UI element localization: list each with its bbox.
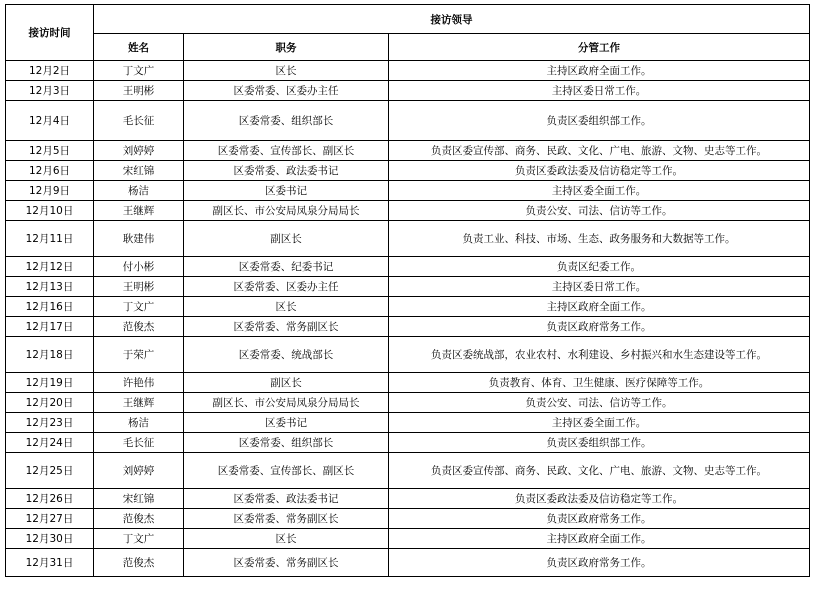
cell-position: 区委常委、政法委书记 [184, 161, 389, 181]
cell-position: 区委常委、组织部长 [184, 101, 389, 141]
cell-date: 12月16日 [6, 297, 94, 317]
cell-date: 12月2日 [6, 61, 94, 81]
cell-name: 范俊杰 [94, 317, 184, 337]
table-row [6, 257, 810, 277]
cell-duty: 负责区政府常务工作。 [389, 549, 810, 577]
cell-position: 区委常委、纪委书记 [184, 257, 389, 277]
table-row [6, 509, 810, 529]
reception-schedule-table [5, 4, 810, 577]
cell-date: 12月23日 [6, 413, 94, 433]
cell-name: 丁文广 [94, 297, 184, 317]
cell-position: 区委常委、统战部长 [184, 337, 389, 373]
col-header-time: 接访时间 [6, 5, 94, 61]
cell-date: 12月11日 [6, 221, 94, 257]
cell-name: 王继辉 [94, 201, 184, 221]
cell-position: 副区长 [184, 373, 389, 393]
cell-date: 12月27日 [6, 509, 94, 529]
cell-name: 毛长征 [94, 433, 184, 453]
cell-duty: 主持区政府全面工作。 [389, 529, 810, 549]
cell-date: 12月20日 [6, 393, 94, 413]
cell-date: 12月18日 [6, 337, 94, 373]
table-row [6, 337, 810, 373]
table-row [6, 413, 810, 433]
cell-duty: 主持区委日常工作。 [389, 81, 810, 101]
cell-duty: 负责区委组织部工作。 [389, 101, 810, 141]
cell-duty: 负责区纪委工作。 [389, 257, 810, 277]
cell-duty: 负责教育、体育、卫生健康、医疗保障等工作。 [389, 373, 810, 393]
cell-date: 12月30日 [6, 529, 94, 549]
cell-name: 丁文广 [94, 529, 184, 549]
header-row-sub [6, 34, 810, 61]
table-row [6, 317, 810, 337]
cell-date: 12月4日 [6, 101, 94, 141]
table-row [6, 529, 810, 549]
table-row [6, 489, 810, 509]
cell-duty: 负责区委政法委及信访稳定等工作。 [389, 161, 810, 181]
cell-date: 12月24日 [6, 433, 94, 453]
table-row [6, 161, 810, 181]
col-header-position: 职务 [184, 34, 389, 61]
table-row [6, 297, 810, 317]
cell-name: 丁文广 [94, 61, 184, 81]
col-header-name: 姓名 [94, 34, 184, 61]
cell-date: 12月17日 [6, 317, 94, 337]
cell-position: 区长 [184, 529, 389, 549]
table-row [6, 373, 810, 393]
cell-duty: 负责区委组织部工作。 [389, 433, 810, 453]
cell-name: 王明彬 [94, 81, 184, 101]
cell-duty: 主持区政府全面工作。 [389, 297, 810, 317]
cell-duty: 负责区委统战部，农业农村、水利建设、乡村振兴和水生态建设等工作。 [389, 337, 810, 373]
cell-position: 区委书记 [184, 413, 389, 433]
cell-position: 区委常委、区委办主任 [184, 277, 389, 297]
cell-duty: 主持区委全面工作。 [389, 181, 810, 201]
table-row [6, 141, 810, 161]
cell-position: 区委常委、常务副区长 [184, 509, 389, 529]
cell-duty: 负责公安、司法、信访等工作。 [389, 393, 810, 413]
table-row [6, 221, 810, 257]
cell-name: 许艳伟 [94, 373, 184, 393]
cell-duty: 负责区政府常务工作。 [389, 509, 810, 529]
table-row [6, 201, 810, 221]
cell-date: 12月3日 [6, 81, 94, 101]
cell-position: 区委常委、常务副区长 [184, 549, 389, 577]
cell-duty: 负责区政府常务工作。 [389, 317, 810, 337]
schedule-body [6, 61, 810, 577]
table-row [6, 181, 810, 201]
cell-duty: 负责工业、科技、市场、生态、政务服务和大数据等工作。 [389, 221, 810, 257]
cell-position: 区委常委、组织部长 [184, 433, 389, 453]
cell-name: 范俊杰 [94, 509, 184, 529]
col-header-leader: 接访领导 [94, 5, 810, 34]
table-row [6, 453, 810, 489]
cell-duty: 负责区委宣传部、商务、民政、文化、广电、旅游、文物、史志等工作。 [389, 141, 810, 161]
cell-position: 区委常委、常务副区长 [184, 317, 389, 337]
cell-duty: 主持区委日常工作。 [389, 277, 810, 297]
cell-date: 12月9日 [6, 181, 94, 201]
cell-position: 区委常委、宣传部长、副区长 [184, 453, 389, 489]
cell-name: 耿建伟 [94, 221, 184, 257]
cell-name: 付小彬 [94, 257, 184, 277]
cell-name: 王明彬 [94, 277, 184, 297]
cell-position: 副区长 [184, 221, 389, 257]
header-row-top [6, 5, 810, 34]
cell-position: 区委常委、宣传部长、副区长 [184, 141, 389, 161]
cell-position: 副区长、市公安局凤泉分局局长 [184, 201, 389, 221]
col-header-duty: 分管工作 [389, 34, 810, 61]
table-row [6, 101, 810, 141]
cell-date: 12月26日 [6, 489, 94, 509]
cell-name: 宋红锦 [94, 489, 184, 509]
cell-name: 王继辉 [94, 393, 184, 413]
table-row [6, 277, 810, 297]
cell-date: 12月5日 [6, 141, 94, 161]
cell-position: 区委书记 [184, 181, 389, 201]
cell-position: 区长 [184, 61, 389, 81]
cell-name: 杨洁 [94, 181, 184, 201]
cell-name: 毛长征 [94, 101, 184, 141]
table-row [6, 549, 810, 577]
cell-duty: 负责区委政法委及信访稳定等工作。 [389, 489, 810, 509]
cell-name: 刘婷婷 [94, 141, 184, 161]
cell-date: 12月31日 [6, 549, 94, 577]
cell-position: 区委常委、政法委书记 [184, 489, 389, 509]
table-row [6, 433, 810, 453]
cell-name: 范俊杰 [94, 549, 184, 577]
cell-name: 宋红锦 [94, 161, 184, 181]
cell-date: 12月25日 [6, 453, 94, 489]
cell-name: 杨洁 [94, 413, 184, 433]
cell-position: 副区长、市公安局凤泉分局局长 [184, 393, 389, 413]
cell-date: 12月13日 [6, 277, 94, 297]
cell-date: 12月10日 [6, 201, 94, 221]
table-row [6, 81, 810, 101]
table-row [6, 61, 810, 81]
cell-duty: 主持区委全面工作。 [389, 413, 810, 433]
cell-duty: 负责公安、司法、信访等工作。 [389, 201, 810, 221]
cell-name: 于荣广 [94, 337, 184, 373]
cell-name: 刘婷婷 [94, 453, 184, 489]
cell-date: 12月6日 [6, 161, 94, 181]
cell-date: 12月12日 [6, 257, 94, 277]
cell-date: 12月19日 [6, 373, 94, 393]
cell-position: 区长 [184, 297, 389, 317]
cell-duty: 负责区委宣传部、商务、民政、文化、广电、旅游、文物、史志等工作。 [389, 453, 810, 489]
table-row [6, 393, 810, 413]
cell-position: 区委常委、区委办主任 [184, 81, 389, 101]
cell-duty: 主持区政府全面工作。 [389, 61, 810, 81]
